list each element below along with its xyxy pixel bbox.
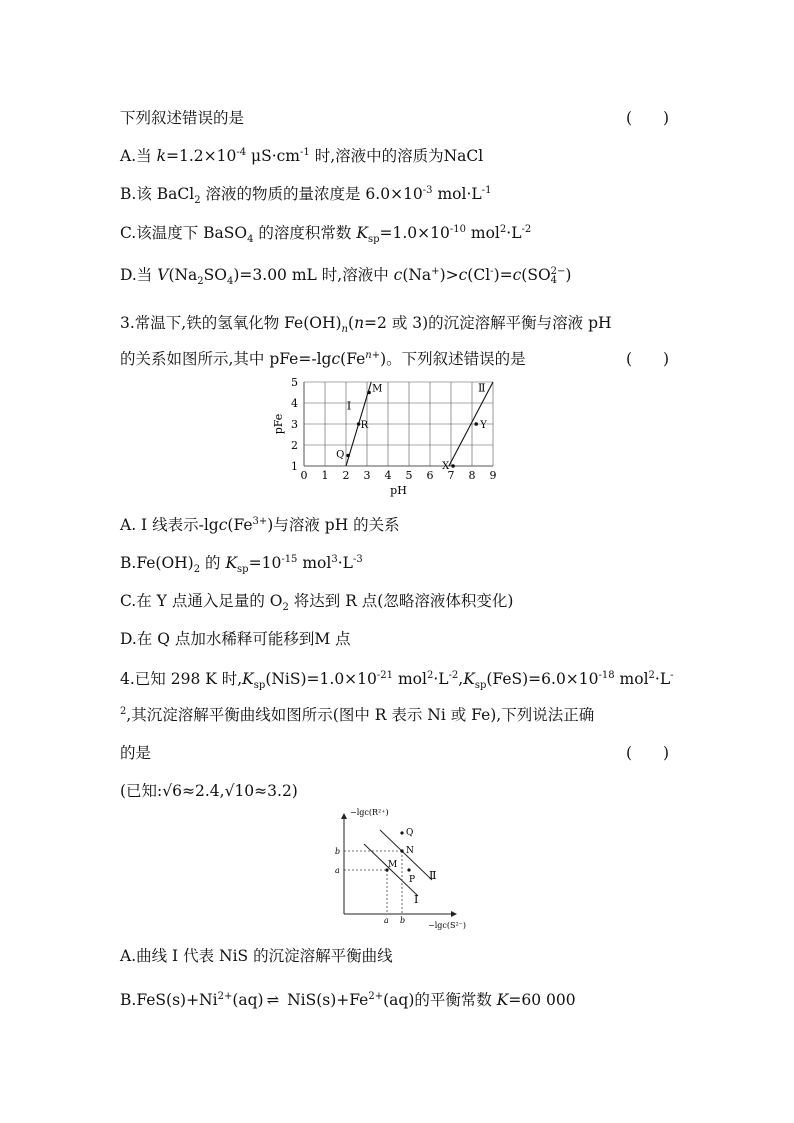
x-tick-label: 1 [321, 469, 329, 482]
x-axis-label: pH [390, 484, 407, 497]
q3-option-c[interactable]: C.在 Y 点通入足量的 $O_2$ 将达到 R 点(忽略溶液体积变化) [120, 592, 514, 614]
q3-paren: ( ) [626, 350, 670, 368]
x-tick-label: 9 [489, 469, 497, 482]
point-label: R [360, 420, 369, 431]
chart-grid [304, 382, 493, 466]
point-P [407, 868, 410, 871]
q3-option-d[interactable]: D.在 Q 点加水稀释可能移到M 点 [120, 630, 351, 648]
data-point [367, 391, 371, 395]
q3-option-b[interactable]: $B.Fe(OH)_2$ 的 $K_{sp}=10^{-15}$ $mol^3\cdot L^{-3}$ [120, 553, 363, 576]
q2-stem-end: 下列叙述错误的是 [120, 109, 245, 127]
x-tick-label: 2 [342, 469, 350, 482]
q2-option-c[interactable]: C.该温度下 BaSO$_4$ 的溶度积常数 $K_{sp}=1.0\times 10^{-10}$ $mol^2\cdot L^{-2}$ [120, 223, 532, 246]
x-tick-b: b [400, 916, 406, 925]
series-label-I: Ⅰ [414, 893, 419, 906]
q2-option-a[interactable]: A.当 $k=1.2\times 10^{-4}$ $\mu S\cdot cm^{-1}$ 时,溶液中的溶质为NaCl [120, 146, 484, 165]
y-tick-label: 1 [291, 460, 298, 473]
point-label-M: M [388, 860, 398, 870]
x-tick-label: 7 [447, 469, 455, 482]
point-label: M [372, 383, 383, 395]
x-tick-label: 4 [384, 469, 392, 482]
x-tick-label: 6 [426, 469, 434, 482]
series-label: Ⅰ [346, 399, 352, 413]
q2-paren: ( ) [626, 109, 670, 127]
q4-paren: ( ) [626, 744, 670, 762]
series-label-II: Ⅱ [429, 869, 437, 882]
data-point [346, 454, 350, 458]
q4-stem-line3: 的是 [120, 744, 152, 762]
point-label: Q [336, 449, 345, 461]
q3-stem-line2: 的关系如图所示,其中 $pFe=-\lg c(Fe^{n+})$。下列叙述错误的是 [120, 349, 526, 368]
q3-stem-line1: 3.常温下,铁的氢氧化物 $Fe(OH)_n(n=2$ 或 3)的沉淀溶解平衡与溶液 pH [120, 314, 612, 336]
x-tick-label: 0 [300, 469, 308, 482]
y-axis-label: −lgc(R²⁺) [350, 808, 389, 817]
point-label-P: P [409, 875, 416, 885]
point-label: Y [480, 420, 487, 431]
point-label-Q: Q [406, 828, 414, 838]
data-point [451, 464, 455, 468]
point-label-N: N [406, 846, 414, 856]
x-tick-a: a [384, 916, 389, 925]
q4-option-a[interactable]: A.曲线 Ⅰ 代表 NiS 的沉淀溶解平衡曲线 [120, 947, 393, 965]
data-point [474, 422, 478, 426]
point-Q [400, 831, 403, 834]
series-label: Ⅱ [478, 381, 486, 395]
y-tick-label: 2 [291, 439, 298, 452]
x-axis-label: −lgc(S²⁻) [428, 921, 467, 930]
x-tick-label: 3 [363, 469, 371, 482]
y-axis-label: pFe [272, 413, 285, 435]
point-label: X [442, 461, 450, 472]
point-N [400, 849, 403, 852]
q2-option-d[interactable]: D.当 $V(Na_2SO_4)=3.00$ mL 时,溶液中 c(Na+)>c(Cl-)=c(SO 2− 4 ) [120, 265, 572, 288]
q4-option-b[interactable]: $B.FeS(s)+Ni^{2+}(aq)$ ⇌ $NiS(s)+Fe^{2+}(aq)$的平衡常数 K=60 000 [120, 990, 576, 1009]
q4-stem-line2: $^2$,其沉淀溶解平衡曲线如图所示(图中 R 表示 Ni 或 Fe),下列说法正确 [120, 705, 595, 724]
q4-stem-line1: 4.已知 298 K 时$,K_{sp}(NiS)=1.0\times 10^{-21}$ $mol^2\cdot L^{-2},K_{sp}(FeS)=6.0\times 10^{-18}$ mol$^2$·L- [120, 669, 674, 692]
y-tick-a: a [335, 866, 340, 875]
y-tick-label: 4 [291, 397, 298, 410]
y-tick-b: b [335, 847, 341, 856]
nis-fes-chart [330, 806, 470, 934]
q4-known-values: (已知:√6≈2.4,√10≈3.2) [120, 782, 298, 800]
chart-points [336, 384, 487, 473]
y-tick-label: 3 [291, 418, 298, 431]
q3-option-a[interactable]: A. Ⅰ 线表示$-\lg c(Fe^{3+})$与溶液 pH 的关系 [120, 515, 400, 534]
q2-option-b[interactable]: B.该 BaCl$_2$ 溶液的物质的量浓度是 $6.0\times 10^{-3}$ $mol\cdot L^{-1}$ [120, 184, 492, 207]
x-tick-label: 8 [468, 469, 476, 482]
x-tick-label: 5 [405, 469, 413, 482]
y-tick-label: 5 [291, 376, 298, 389]
pfe-ph-chart [272, 374, 532, 504]
